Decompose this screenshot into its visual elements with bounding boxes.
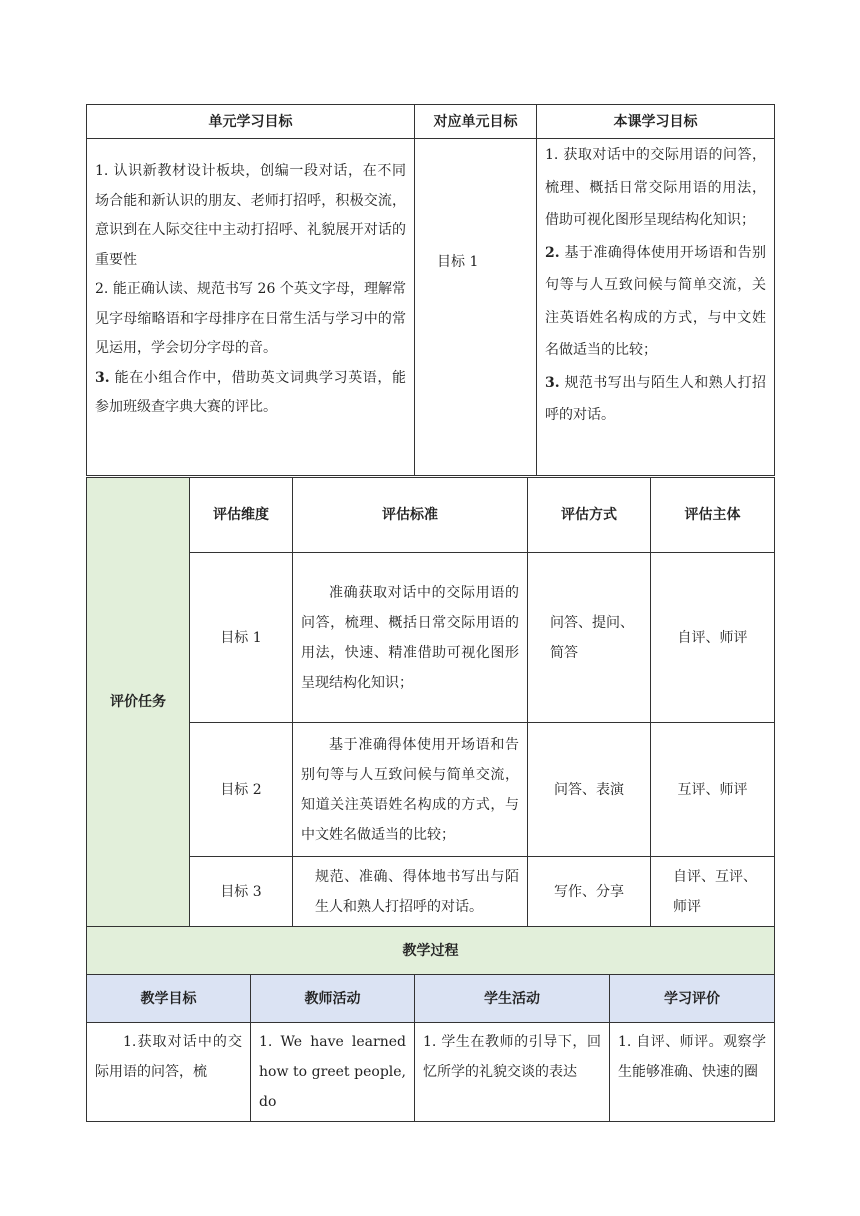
table-row — [87, 857, 775, 927]
teaching-process-title: 教学过程 — [87, 927, 775, 975]
eval-dimension: 目标 1 — [190, 553, 293, 723]
lesson-goals-cell — [537, 139, 775, 476]
eval-standard: 准确获取对话中的交际用语的问答，梳理、概括日常交际用语的用法，快速、精准借助可视化图形呈现结构化知识； — [293, 553, 528, 723]
header-dimension: 评估维度 — [190, 478, 293, 553]
eval-dimension: 目标 2 — [190, 723, 293, 857]
teaching-process-table — [86, 926, 775, 1122]
header-teacher-activity: 教师活动 — [251, 975, 415, 1023]
unit-goals-cell — [87, 139, 415, 476]
process-goal: 1.获取对话中的交际用语的问答，梳 — [87, 1023, 251, 1122]
learning-goals-table — [86, 104, 775, 476]
header-method: 评估方式 — [528, 478, 651, 553]
eval-method: 写作、分享 — [528, 857, 651, 927]
process-teacher: 1. We have learned how to greet people, do — [251, 1023, 415, 1122]
header-learning-evaluation: 学习评价 — [610, 975, 775, 1023]
lesson-goal-1: 1. 获取对话中的交际用语的问答，梳理、概括日常交际用语的用法，借助可视化图形呈现结构化知识； — [545, 147, 767, 228]
header-unit-goals: 单元学习目标 — [87, 105, 415, 139]
header-student-activity: 学生活动 — [415, 975, 610, 1023]
eval-standard: 规范、准确、得体地书写出与陌生人和熟人打招呼的对话。 — [293, 857, 528, 927]
eval-subject: 自评、互评、师评 — [651, 857, 775, 927]
evaluation-table — [86, 477, 775, 927]
table-row — [87, 553, 775, 723]
header-mapped-goal: 对应单元目标 — [415, 105, 537, 139]
table-row — [87, 723, 775, 857]
eval-subject: 自评、师评 — [651, 553, 775, 723]
evaluation-task-label: 评价任务 — [87, 478, 190, 927]
header-subject: 评估主体 — [651, 478, 775, 553]
unit-goal-1: 1. 认识新教材设计板块，创编一段对话，在不同场合能和新认识的朋友、老师打招呼，积极交流，意识到在人际交往中主动打招呼、礼貌展开对话的重要性 — [95, 163, 407, 268]
eval-subject: 互评、师评 — [651, 723, 775, 857]
eval-standard: 基于准确得体使用开场语和告别句等与人互致问候与简单交流，知道关注英语姓名构成的方式，与中文姓名做适当的比较； — [293, 723, 528, 857]
eval-dimension: 目标 3 — [190, 857, 293, 927]
eval-method: 问答、提问、简答 — [528, 553, 651, 723]
process-student: 1. 学生在教师的引导下，回忆所学的礼貌交谈的表达 — [415, 1023, 610, 1122]
header-standard: 评估标准 — [293, 478, 528, 553]
header-lesson-goals: 本课学习目标 — [537, 105, 775, 139]
mapped-goal-text: 目标 1 — [437, 254, 479, 270]
unit-goal-2: 2. 能正确认读、规范书写 26 个英文字母，理解常见字母缩略语和字母排序在日常生活与学习中的常见运用，学会切分字母的音。 — [95, 281, 407, 356]
lesson-goal-2: 2. 基于准确得体使用开场语和告别句等与人互致问候与简单交流，关注英语姓名构成的方式，与中文姓名做适当的比较； — [545, 244, 766, 358]
mapped-goal-cell — [415, 139, 537, 476]
unit-goal-3: 3. 能在小组合作中，借助英文词典学习英语，能参加班级查字典大赛的评比。 — [95, 369, 406, 415]
header-teaching-goal: 教学目标 — [87, 975, 251, 1023]
table-row — [87, 1023, 775, 1122]
eval-method: 问答、表演 — [528, 723, 651, 857]
process-eval: 1. 自评、师评。观察学生能够准确、快速的圈 — [610, 1023, 775, 1122]
lesson-goal-3: 3. 规范书写出与陌生人和熟人打招呼的对话。 — [545, 374, 766, 423]
